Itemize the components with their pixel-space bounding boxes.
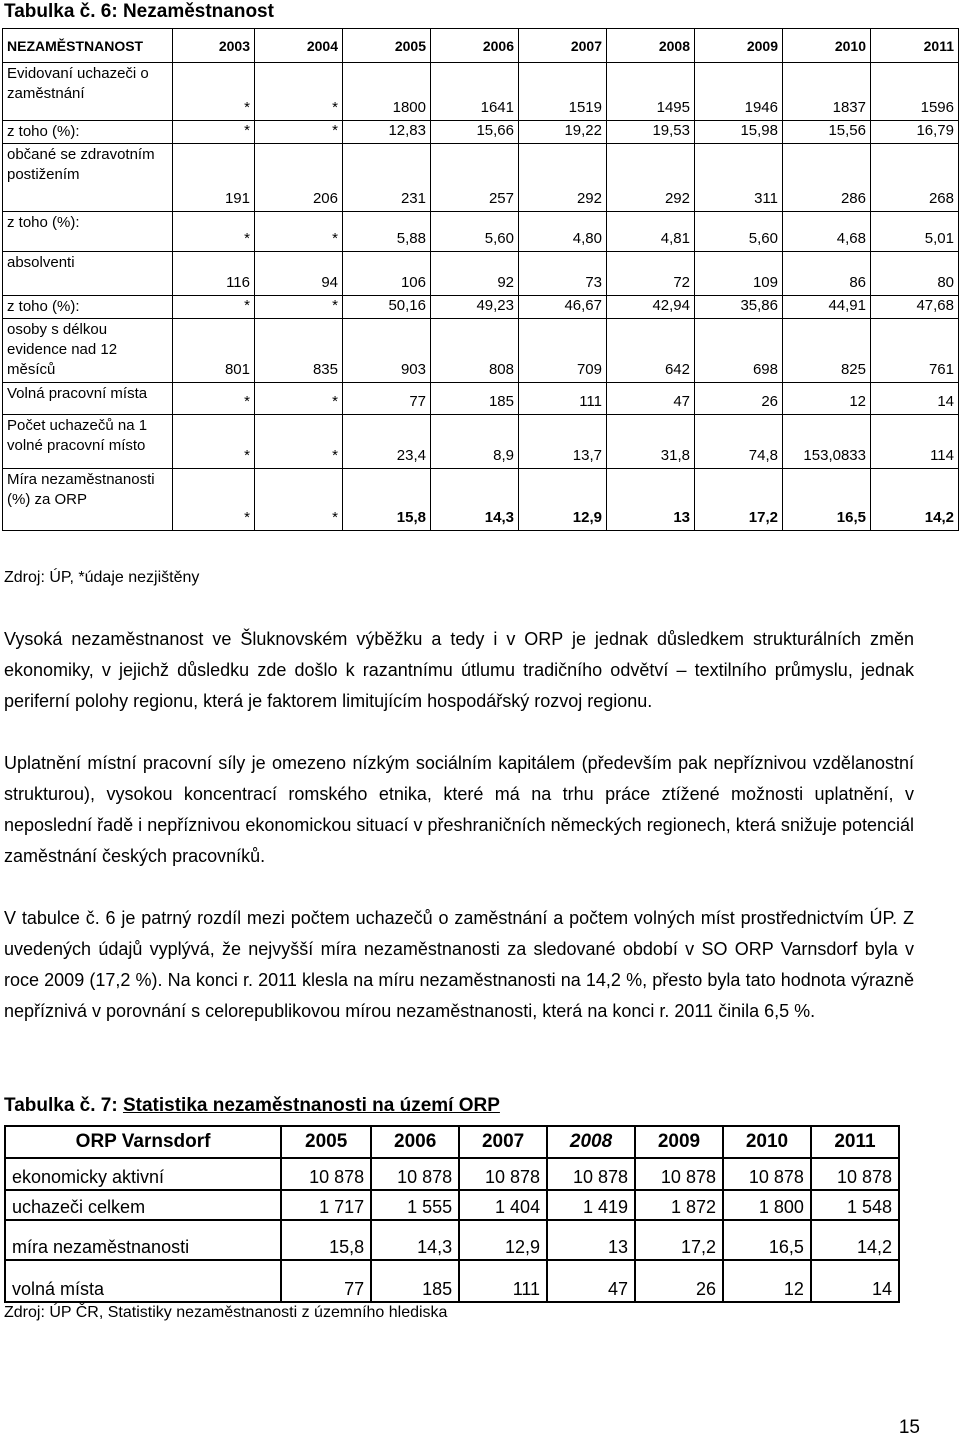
table7-source: Zdroj: ÚP ČR, Statistiky nezaměstnanosti z územního hlediska	[4, 1304, 448, 1321]
table7-cell: 1 548	[811, 1190, 899, 1220]
table6-cell: 15,56	[783, 121, 871, 144]
table6-year: 2005	[343, 29, 431, 63]
table6-cell: 13,7	[519, 415, 607, 469]
table7-cell: 1 555	[371, 1190, 459, 1220]
table7-row	[5, 1260, 899, 1302]
table7-cell: 10 878	[281, 1158, 371, 1190]
table6-cell: 14,2	[871, 469, 959, 531]
table7-cell: 1 419	[547, 1190, 635, 1220]
table6-cell: 8,9	[431, 415, 519, 469]
table6-cell: 1495	[607, 63, 695, 121]
table6-cell: *	[255, 212, 343, 252]
table7	[4, 1125, 900, 1303]
table6-cell: 801	[173, 319, 255, 383]
paragraph: V tabulce č. 6 je patrný rozdíl mezi počtem uchazečů o zaměstnání a počtem volných míst prostřednictvím ÚP. Z uvedených údajů vyplývá, že nejvyšší míra nezaměstnanosti za sledované období v SO ORP Varnsdorf byla v roce 2009 (17,2 %). Na konci r. 2011 klesla na míru nezaměstnanosti na 14,2 %, přesto byla tato hodnota výrazně nepříznivá v porovnání s celorepublikovou mírou nezaměstnanosti, která na konci r. 2011 činila 6,5 %.	[4, 908, 914, 1021]
table6-cell: 116	[173, 252, 255, 296]
table6-cell: 94	[255, 252, 343, 296]
table6-cell: *	[255, 415, 343, 469]
table6-cell: 15,66	[431, 121, 519, 144]
table6-cell: 13	[607, 469, 695, 531]
table6-cell: 50,16	[343, 296, 431, 319]
table7-cell: 12	[723, 1260, 811, 1302]
table6-cell: 46,67	[519, 296, 607, 319]
table6-cell: 35,86	[695, 296, 783, 319]
table6-cell: 761	[871, 319, 959, 383]
table7-cell: 16,5	[723, 1220, 811, 1260]
table6-cell: 17,2	[695, 469, 783, 531]
table6-cell: 808	[431, 319, 519, 383]
table7-year: 2007	[459, 1126, 547, 1158]
table7-header-label: ORP Varnsdorf	[5, 1126, 281, 1158]
table7-row	[5, 1190, 899, 1220]
table6-cell: *	[173, 121, 255, 144]
table7-title-text: Statistika nezaměstnanosti na území ORP	[122, 1095, 500, 1116]
table6-cell: 19,22	[519, 121, 607, 144]
table6-row-label: Počet uchazečů na 1 volné pracovní místo	[3, 415, 173, 469]
table6-row	[3, 415, 959, 469]
paragraph: Uplatnění místní pracovní síly je omezeno nízkým sociálním kapitálem (především pak nepříznivou vzdělanostní strukturou), vysokou koncentrací romského etnika, které má na trhu práce ztížené možnosti uplatnění, v neposlední řadě i nepříznivou ekonomickou situací v přeshraničních německých regionech, která snižuje potenciál zaměstnání českých pracovníků.	[4, 753, 914, 866]
table6-row-label: z toho (%):	[3, 121, 173, 144]
table6-cell: 1519	[519, 63, 607, 121]
table6-cell: *	[255, 383, 343, 415]
table6-cell: 1641	[431, 63, 519, 121]
table6-row	[3, 296, 959, 319]
table7-cell: 10 878	[723, 1158, 811, 1190]
table6-cell: 268	[871, 144, 959, 212]
table6-cell: *	[173, 296, 255, 319]
table6-cell: 825	[783, 319, 871, 383]
table7-cell: 14	[811, 1260, 899, 1302]
table6-cell: 642	[607, 319, 695, 383]
page-number: 15	[898, 1417, 920, 1438]
table6-row-label: Míra nezaměstnanosti (%) za ORP	[3, 469, 173, 531]
table6-cell: 16,5	[783, 469, 871, 531]
table7-cell: 14,3	[371, 1220, 459, 1260]
table6-cell: 1837	[783, 63, 871, 121]
table6-year: 2006	[431, 29, 519, 63]
table6-cell: 1596	[871, 63, 959, 121]
table6-cell: 5,01	[871, 212, 959, 252]
table7-cell: 10 878	[459, 1158, 547, 1190]
table7-cell: 14,2	[811, 1220, 899, 1260]
table6-cell: 114	[871, 415, 959, 469]
table6-cell: 292	[519, 144, 607, 212]
table7-cell: 77	[281, 1260, 371, 1302]
table6-cell: 4,80	[519, 212, 607, 252]
table6-cell: 698	[695, 319, 783, 383]
table6-cell: 74,8	[695, 415, 783, 469]
table7-cell: 10 878	[635, 1158, 723, 1190]
table6-cell: 292	[607, 144, 695, 212]
table7-cell: 10 878	[547, 1158, 635, 1190]
table6-cell: 12	[783, 383, 871, 415]
table6-cell: 206	[255, 144, 343, 212]
table6-row	[3, 121, 959, 144]
table6-cell: 42,94	[607, 296, 695, 319]
table6-row-label: osoby s délkou evidence nad 12 měsíců	[3, 319, 173, 383]
table7-cell: 26	[635, 1260, 723, 1302]
table6-cell: 185	[431, 383, 519, 415]
table6-year: 2003	[173, 29, 255, 63]
table7-cell: 1 872	[635, 1190, 723, 1220]
table6-cell: 15,98	[695, 121, 783, 144]
table6-cell: 14,3	[431, 469, 519, 531]
table6-cell: 92	[431, 252, 519, 296]
table6-cell: 311	[695, 144, 783, 212]
table6-row-label: Evidovaní uchazeči o zaměstnání	[3, 63, 173, 121]
table6-row-label: Volná pracovní místa	[3, 383, 173, 415]
table6-cell: 15,8	[343, 469, 431, 531]
table6-cell: 257	[431, 144, 519, 212]
table6-cell: 80	[871, 252, 959, 296]
paragraph: Vysoká nezaměstnanost ve Šluknovském výběžku a tedy i v ORP je jednak důsledkem strukturálních změn ekonomiky, v jejichž důsledku zde došlo k razantnímu útlumu tradičního odvětví – textilního průmyslu, jednak periferní polohy regionu, která je faktorem limitujícím hospodářský rozvoj regionu.	[4, 629, 914, 711]
table7-cell: 15,8	[281, 1220, 371, 1260]
table6-year: 2007	[519, 29, 607, 63]
table6-cell: 5,60	[695, 212, 783, 252]
table6-cell: 1800	[343, 63, 431, 121]
table7-row-label: ekonomicky aktivní	[5, 1158, 281, 1190]
table7-cell: 185	[371, 1260, 459, 1302]
table6-cell: 5,60	[431, 212, 519, 252]
table6-cell: 153,0833	[783, 415, 871, 469]
table6-cell: 47	[607, 383, 695, 415]
table6-cell: 12,83	[343, 121, 431, 144]
table7-row	[5, 1158, 899, 1190]
table7-cell: 1 800	[723, 1190, 811, 1220]
table6	[2, 28, 959, 531]
table6-cell: 31,8	[607, 415, 695, 469]
table6-cell: 47,68	[871, 296, 959, 319]
table6-cell: 16,79	[871, 121, 959, 144]
table6-row	[3, 212, 959, 252]
table6-cell: 903	[343, 319, 431, 383]
table7-row-label: uchazeči celkem	[5, 1190, 281, 1220]
table7-cell: 1 717	[281, 1190, 371, 1220]
table6-source: Zdroj: ÚP, *údaje nezjištěny	[4, 569, 200, 586]
table6-cell: 73	[519, 252, 607, 296]
table6-row	[3, 252, 959, 296]
table7-cell: 47	[547, 1260, 635, 1302]
table6-cell: 191	[173, 144, 255, 212]
table6-cell: *	[173, 469, 255, 531]
table6-row	[3, 469, 959, 531]
table6-cell: 709	[519, 319, 607, 383]
table6-row-label: občané se zdravotním postižením	[3, 144, 173, 212]
table7-year: 2010	[723, 1126, 811, 1158]
table6-cell: 111	[519, 383, 607, 415]
table6-cell: 26	[695, 383, 783, 415]
table6-cell: 109	[695, 252, 783, 296]
table7-row-label: míra nezaměstnanosti	[5, 1220, 281, 1260]
table6-year: 2008	[607, 29, 695, 63]
table6-cell: 286	[783, 144, 871, 212]
table6-cell: *	[173, 212, 255, 252]
table6-cell: 44,91	[783, 296, 871, 319]
table7-cell: 1 404	[459, 1190, 547, 1220]
table6-cell: *	[173, 383, 255, 415]
table7-year: 2006	[371, 1126, 459, 1158]
table6-cell: 19,53	[607, 121, 695, 144]
table6-year: 2009	[695, 29, 783, 63]
table6-cell: 86	[783, 252, 871, 296]
table7-cell: 17,2	[635, 1220, 723, 1260]
table6-cell: 106	[343, 252, 431, 296]
table7-year: 2005	[281, 1126, 371, 1158]
table6-header-row	[3, 29, 959, 63]
table6-cell: 77	[343, 383, 431, 415]
table6-year: 2004	[255, 29, 343, 63]
table6-year: 2010	[783, 29, 871, 63]
table6-cell: *	[255, 469, 343, 531]
table6-cell: 835	[255, 319, 343, 383]
table7-year: 2009	[635, 1126, 723, 1158]
table6-row	[3, 63, 959, 121]
table6-cell: *	[255, 296, 343, 319]
table6-row-label: z toho (%):	[3, 296, 173, 319]
table6-cell: 231	[343, 144, 431, 212]
table6-header-label: NEZAMĚSTNANOST	[3, 29, 173, 63]
table6-year: 2011	[871, 29, 959, 63]
table6-cell: 12,9	[519, 469, 607, 531]
table6-cell: 5,88	[343, 212, 431, 252]
table6-cell: 4,81	[607, 212, 695, 252]
table7-cell: 10 878	[371, 1158, 459, 1190]
table6-cell: *	[255, 121, 343, 144]
table6-row-label: z toho (%):	[3, 212, 173, 252]
table7-year: 2011	[811, 1126, 899, 1158]
table6-cell: 1946	[695, 63, 783, 121]
table7-title-prefix: Tabulka č. 7:	[4, 1095, 123, 1116]
table6-cell: *	[255, 63, 343, 121]
table7-row	[5, 1220, 899, 1260]
table7-cell: 13	[547, 1220, 635, 1260]
table6-row	[3, 319, 959, 383]
table7-cell: 12,9	[459, 1220, 547, 1260]
table7-year: 2008	[547, 1126, 635, 1158]
table6-cell: 14	[871, 383, 959, 415]
table6-cell: 23,4	[343, 415, 431, 469]
table6-row	[3, 383, 959, 415]
table6-title: Tabulka č. 6: Nezaměstnanost	[4, 1, 274, 22]
table6-cell: 72	[607, 252, 695, 296]
table7-cell: 10 878	[811, 1158, 899, 1190]
table7-title	[4, 1093, 500, 1119]
table7-cell: 111	[459, 1260, 547, 1302]
table7-header-row	[5, 1126, 899, 1158]
table6-row	[3, 144, 959, 212]
table6-cell: *	[173, 63, 255, 121]
table6-row-label: absolventi	[3, 252, 173, 296]
table6-cell: 49,23	[431, 296, 519, 319]
table7-row-label: volná místa	[5, 1260, 281, 1302]
table6-cell: *	[173, 415, 255, 469]
table6-cell: 4,68	[783, 212, 871, 252]
